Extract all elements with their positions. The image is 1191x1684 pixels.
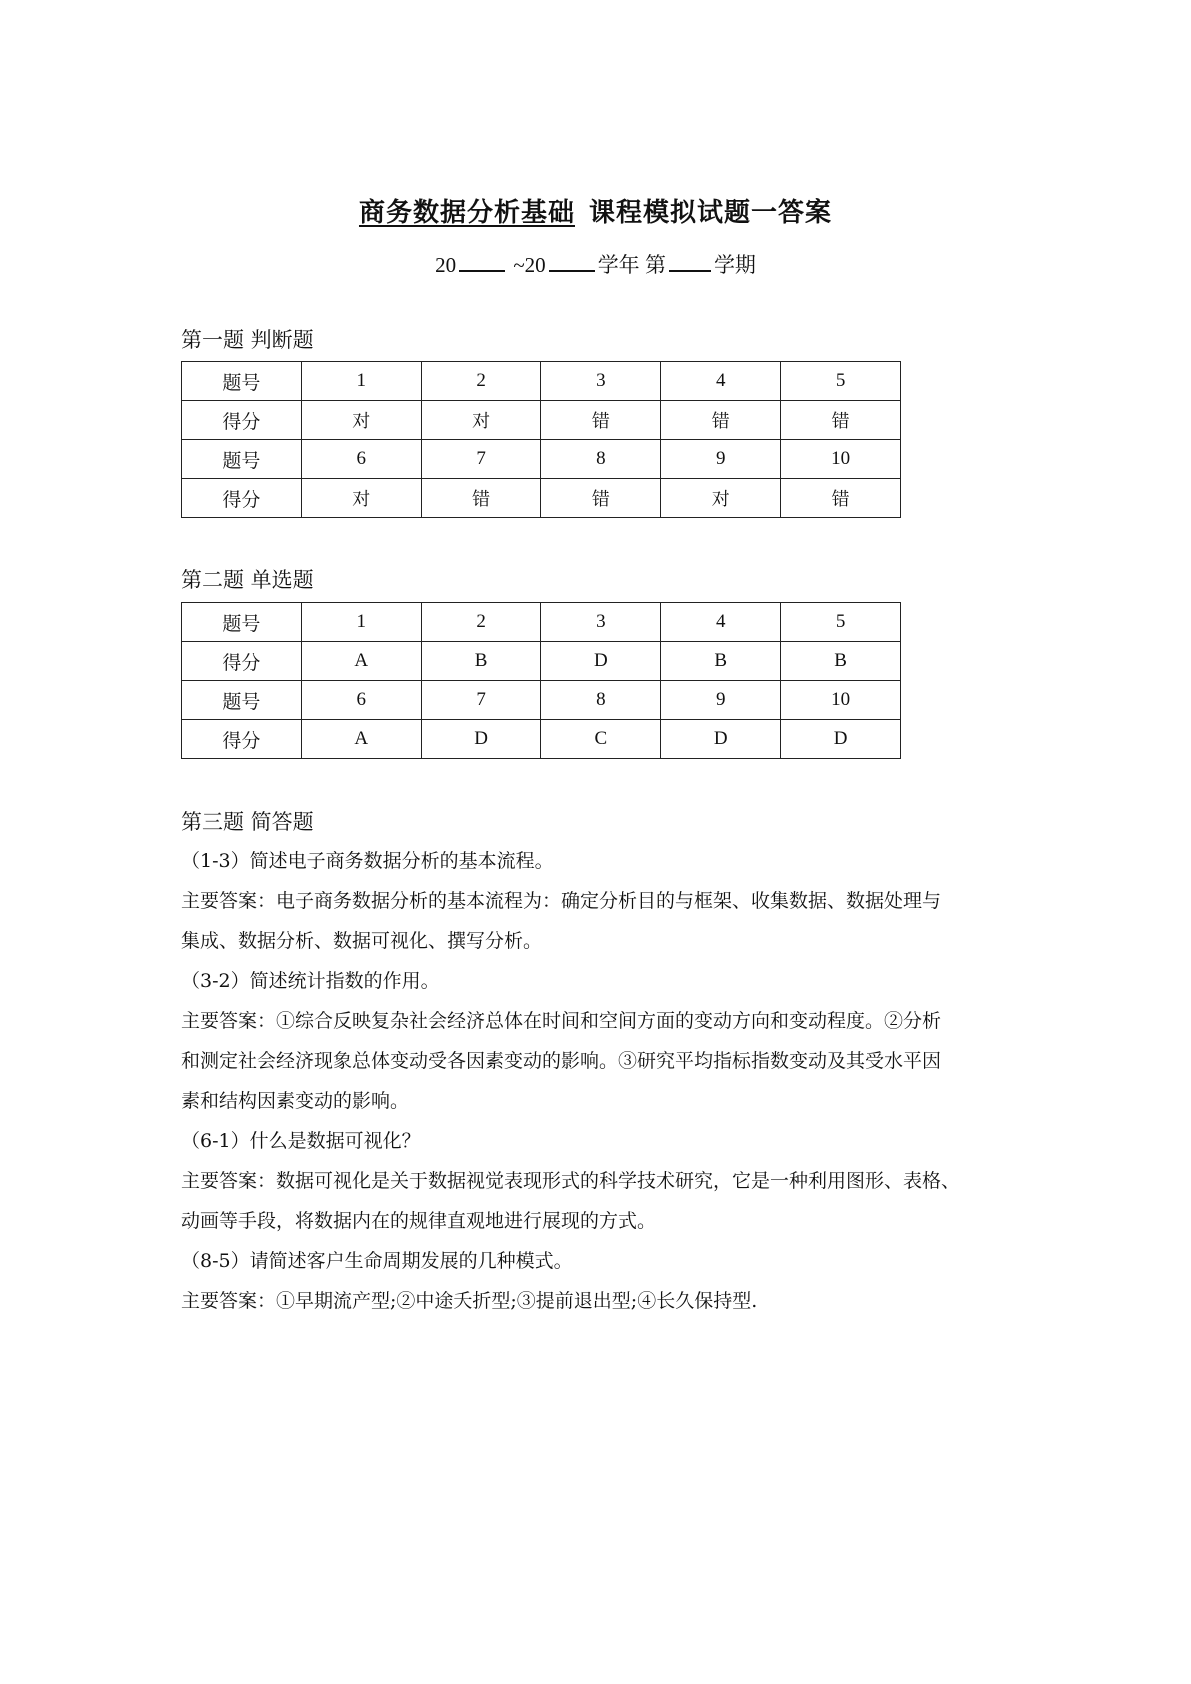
- table-cell: 10: [781, 681, 901, 720]
- table-cell: 4: [661, 603, 781, 642]
- table-row: [182, 440, 901, 479]
- answer-line: 主要答案：电子商务数据分析的基本流程为：确定分析目的与框架、收集数据、数据处理与: [181, 890, 942, 912]
- short-answer-list: [181, 841, 1021, 1321]
- row-header-cell: 得分: [182, 401, 302, 440]
- table-row: [182, 642, 901, 681]
- question-text: （3-2）简述统计指数的作用。: [181, 970, 440, 992]
- table-cell: 1: [301, 603, 421, 642]
- year-start-blank: [459, 250, 505, 272]
- table-cell: 错: [541, 479, 661, 518]
- table-cell: 2: [421, 362, 541, 401]
- table-cell: 8: [541, 440, 661, 479]
- table-row: [182, 681, 901, 720]
- table-cell: 错: [421, 479, 541, 518]
- single-answer-table: [181, 602, 901, 759]
- table-cell: 错: [541, 401, 661, 440]
- table-cell: 对: [421, 401, 541, 440]
- question-text: （1-3）简述电子商务数据分析的基本流程。: [181, 850, 554, 872]
- answer-line: 和测定社会经济现象总体变动受各因素变动的影响。③研究平均指标指数变动及其受水平因: [181, 1050, 942, 1072]
- table-row: [182, 401, 901, 440]
- row-header-cell: 题号: [182, 362, 302, 401]
- term-year-prefix: 20: [435, 253, 457, 277]
- term-di-label: 第: [644, 253, 666, 277]
- table-cell: B: [781, 642, 901, 681]
- row-header-cell: 题号: [182, 603, 302, 642]
- section-single-title: 第二题 单选题: [181, 568, 314, 592]
- table-cell: 10: [781, 440, 901, 479]
- table-row: [182, 720, 901, 759]
- table-cell: 2: [421, 603, 541, 642]
- term-year-mid: ~20: [513, 253, 546, 277]
- answer-line: 集成、数据分析、数据可视化、撰写分析。: [181, 930, 543, 952]
- table-cell: B: [421, 642, 541, 681]
- table-cell: D: [541, 642, 661, 681]
- table-cell: 对: [301, 401, 421, 440]
- table-cell: 7: [421, 681, 541, 720]
- table-cell: A: [301, 642, 421, 681]
- document-title: [0, 196, 1191, 230]
- table-cell: C: [541, 720, 661, 759]
- table-cell: 3: [541, 603, 661, 642]
- table-row: [182, 479, 901, 518]
- row-header-cell: 题号: [182, 681, 302, 720]
- table-cell: 6: [301, 681, 421, 720]
- answer-line: 素和结构因素变动的影响。: [181, 1090, 410, 1112]
- answer-line: 主要答案：①综合反映复杂社会经济总体在时间和空间方面的变动方向和变动程度。②分析: [181, 1010, 942, 1032]
- table-cell: B: [661, 642, 781, 681]
- row-header-cell: 得分: [182, 720, 302, 759]
- table-row: [182, 603, 901, 642]
- table-cell: 错: [781, 401, 901, 440]
- semester-blank: [669, 250, 711, 272]
- table-cell: 4: [661, 362, 781, 401]
- exam-name: 课程模拟试题一答案: [589, 198, 833, 228]
- table-cell: D: [781, 720, 901, 759]
- question-text: （8-5）请简述客户生命周期发展的几种模式。: [181, 1250, 573, 1272]
- table-cell: 8: [541, 681, 661, 720]
- section-judge-title: 第一题 判断题: [181, 328, 314, 352]
- table-cell: 3: [541, 362, 661, 401]
- table-row: [182, 362, 901, 401]
- table-cell: 错: [661, 401, 781, 440]
- table-cell: 对: [301, 479, 421, 518]
- answer-line: 主要答案：①早期流产型;②中途夭折型;③提前退出型;④长久保持型.: [181, 1290, 758, 1312]
- table-cell: 7: [421, 440, 541, 479]
- year-end-blank: [549, 250, 595, 272]
- table-cell: 5: [781, 603, 901, 642]
- table-cell: 5: [781, 362, 901, 401]
- answer-line: 动画等手段，将数据内在的规律直观地进行展现的方式。: [181, 1210, 657, 1232]
- table-cell: 9: [661, 681, 781, 720]
- row-header-cell: 得分: [182, 642, 302, 681]
- row-header-cell: 题号: [182, 440, 302, 479]
- term-semester-label: 学期: [713, 253, 756, 277]
- course-name: 商务数据分析基础: [358, 198, 575, 228]
- answer-line: 主要答案：数据可视化是关于数据视觉表现形式的科学技术研究，它是一种利用图形、表格、: [181, 1170, 961, 1192]
- table-cell: D: [661, 720, 781, 759]
- term-year-label: 学年: [597, 253, 640, 277]
- table-cell: D: [421, 720, 541, 759]
- table-cell: A: [301, 720, 421, 759]
- table-cell: 6: [301, 440, 421, 479]
- section-short-title: 第三题 简答题: [181, 810, 314, 834]
- row-header-cell: 得分: [182, 479, 302, 518]
- term-line: [0, 250, 1191, 280]
- table-cell: 对: [661, 479, 781, 518]
- table-cell: 错: [781, 479, 901, 518]
- table-cell: 9: [661, 440, 781, 479]
- question-text: （6-1）什么是数据可视化？: [181, 1130, 421, 1152]
- table-cell: 1: [301, 362, 421, 401]
- judge-answer-table: [181, 361, 901, 518]
